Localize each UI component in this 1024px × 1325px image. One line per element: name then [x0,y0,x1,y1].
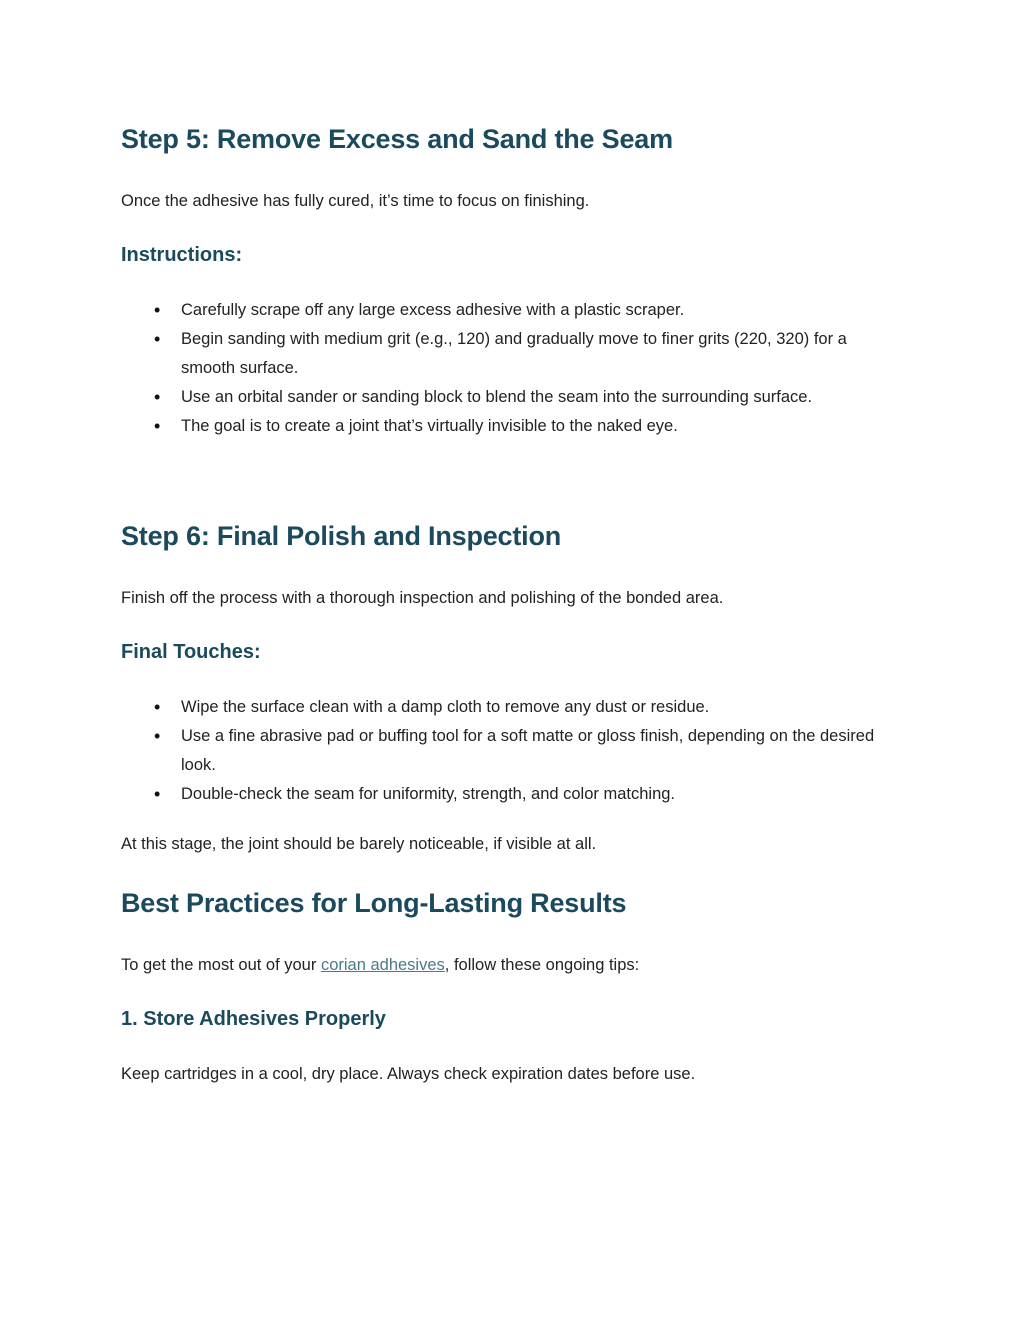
list-item [121,780,901,809]
step5-subheading: Instructions: [121,244,243,266]
bullet-icon: • [154,387,161,407]
list-item-text: The goal is to create a joint that’s virtually invisible to the naked eye. [181,417,678,435]
list-item-text: Wipe the surface clean with a damp cloth to remove any dust or residue. [181,698,710,716]
tip1-text: Keep cartridges in a cool, dry place. Always check expiration dates before use. [121,1065,696,1083]
step6-bullet-list [121,693,901,809]
bullet-icon: • [154,416,161,436]
list-item [121,325,901,383]
bullet-icon: • [154,329,161,349]
best-practices-intro [121,953,639,977]
step6-subheading: Final Touches: [121,641,261,663]
tip1-heading: 1. Store Adhesives Properly [121,1008,386,1030]
list-item-text: Carefully scrape off any large excess adhesive with a plastic scraper. [181,301,685,319]
corian-adhesives-link[interactable]: corian adhesives [320,956,445,974]
step5-bullet-list [121,296,901,441]
bullet-icon: • [154,697,161,717]
list-item-text: Use an orbital sander or sanding block to blend the seam into the surrounding surface. [181,388,813,406]
step5-heading: Step 5: Remove Excess and Sand the Seam [121,124,673,154]
best-practices-heading: Best Practices for Long-Lasting Results [121,888,627,918]
list-item [121,383,901,412]
list-item [121,722,901,780]
step5-intro: Once the adhesive has fully cured, it’s time to focus on finishing. [121,192,590,210]
intro-text-after: , follow these ongoing tips: [444,956,640,974]
step6-closing: At this stage, the joint should be barely noticeable, if visible at all. [121,835,597,853]
list-item-text: Use a fine abrasive pad or buffing tool for a soft matte or gloss finish, depending on the desired look. [181,727,875,774]
list-item [121,412,901,441]
list-item-text: Double-check the seam for uniformity, strength, and color matching. [181,785,676,803]
bullet-icon: • [154,726,161,746]
list-item [121,296,901,325]
step6-heading: Step 6: Final Polish and Inspection [121,521,562,551]
list-item-text: Begin sanding with medium grit (e.g., 120) and gradually move to finer grits (220, 320) for a smooth surface. [181,330,847,377]
list-item [121,693,901,722]
bullet-icon: • [154,300,161,320]
intro-text-before: To get the most out of your [121,956,321,974]
step6-intro: Finish off the process with a thorough inspection and polishing of the bonded area. [121,589,724,607]
bullet-icon: • [154,784,161,804]
